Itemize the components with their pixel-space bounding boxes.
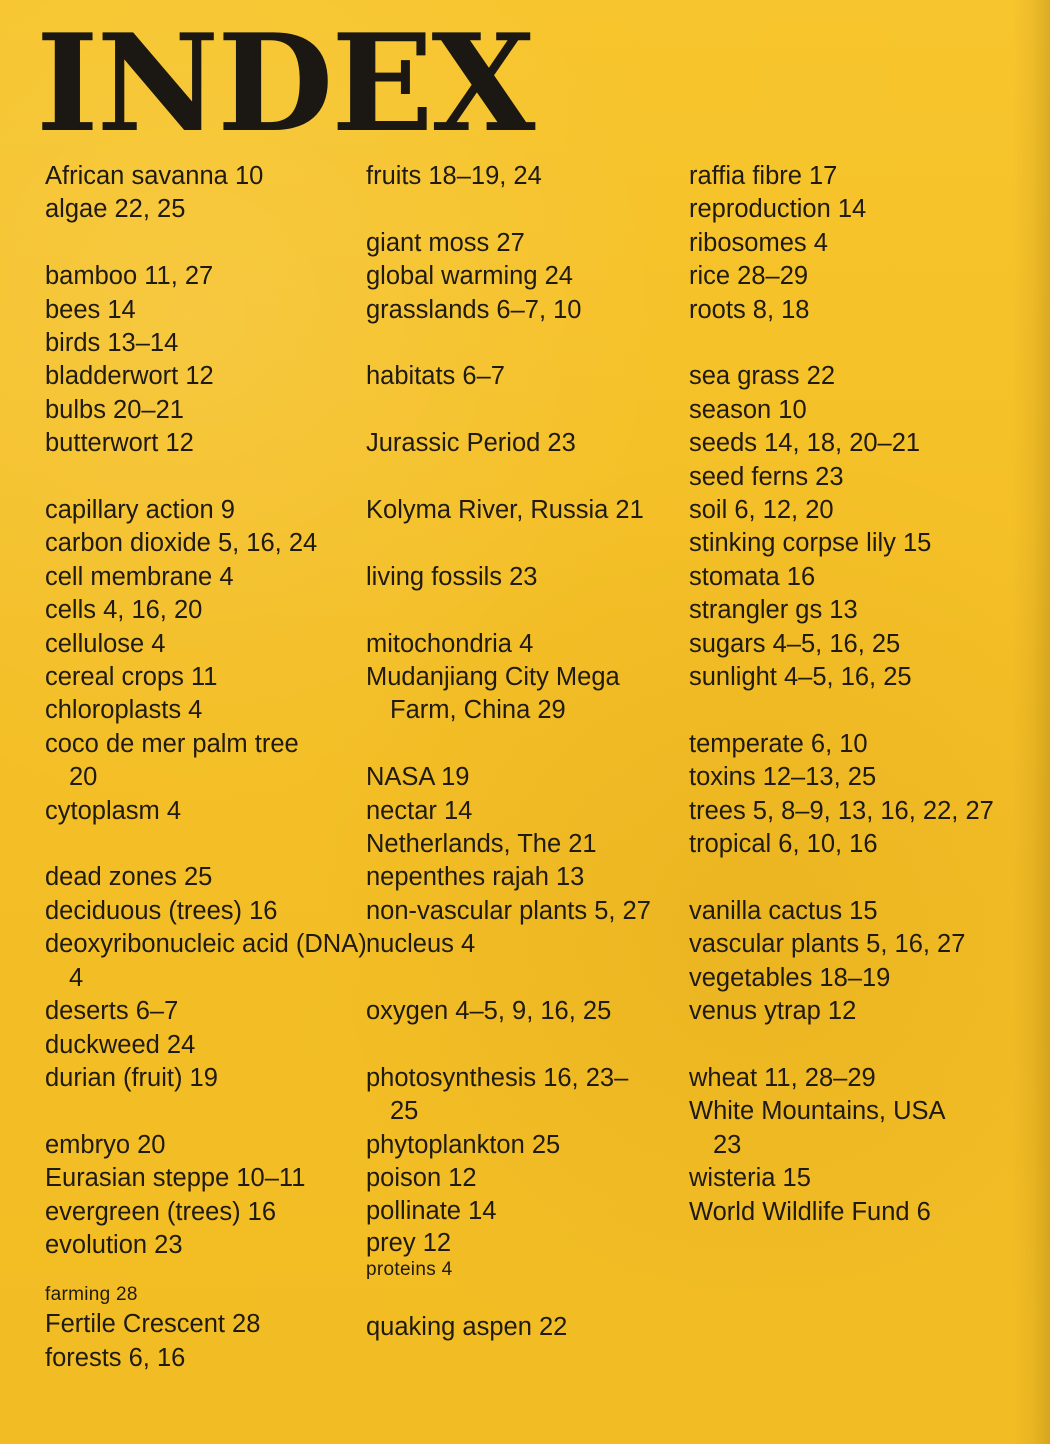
index-entry: giant moss 27	[366, 228, 525, 257]
entry-gap	[366, 1028, 696, 1061]
index-entry: vanilla cactus 15	[689, 896, 878, 925]
entry-gap	[366, 594, 696, 627]
index-column-3	[689, 160, 1029, 1229]
index-entry: carbon dioxide 5, 16, 24	[45, 529, 318, 558]
index-entry: duckweed 24	[45, 1030, 196, 1059]
index-entry: chloroplasts 4	[45, 696, 203, 725]
index-column-2	[366, 160, 696, 1344]
index-entry: coco de mer palm tree 20	[45, 729, 299, 792]
index-entry: wisteria 15	[689, 1164, 811, 1193]
index-entry: forests 6, 16	[45, 1343, 186, 1372]
index-entry: roots 8, 18	[689, 295, 810, 324]
index-entry: capillary action 9	[45, 496, 235, 525]
index-entry: farming 28	[45, 1284, 138, 1306]
page-title: INDEX	[36, 4, 534, 162]
index-entry: White Mountains, USA 23	[689, 1097, 945, 1159]
index-entry: prey 12	[366, 1228, 452, 1257]
index-entry: raffia fibre 17	[689, 162, 838, 190]
index-entry: vegetables 18–19	[689, 963, 891, 992]
index-entry: venus ytrap 12	[689, 997, 857, 1026]
entry-gap	[366, 962, 696, 995]
index-entry: season 10	[689, 395, 807, 424]
entry-gap	[45, 1262, 375, 1282]
index-entry: ribosomes 4	[689, 228, 828, 257]
index-entry: sugars 4–5, 16, 25	[689, 629, 901, 658]
entry-gap	[366, 394, 696, 427]
index-entry: nepenthes rajah 13	[366, 863, 585, 892]
index-entry: embryo 20	[45, 1130, 166, 1159]
index-entry: habitats 6–7	[366, 362, 505, 391]
entry-gap	[366, 193, 696, 226]
index-entry: bees 14	[45, 295, 136, 324]
index-entry: Netherlands, The 21	[366, 830, 597, 859]
index-entry: cytoplasm 4	[45, 796, 182, 825]
entry-gap	[366, 527, 696, 560]
index-entry: fruits 18–19, 24	[366, 162, 542, 190]
index-entry: grasslands 6–7, 10	[366, 295, 582, 324]
index-entry: bladderwort 12	[45, 362, 214, 391]
index-entry: cereal crops 11	[45, 663, 218, 692]
index-entry: seed ferns 23	[689, 462, 844, 491]
entry-gap	[366, 1283, 696, 1311]
index-entry: NASA 19	[366, 763, 470, 792]
index-entry: poison 12	[366, 1164, 477, 1193]
index-entry: Kolyma River, Russia 21	[366, 496, 644, 524]
index-entry: toxins 12–13, 25	[689, 763, 877, 792]
index-entry: African savanna 10	[45, 162, 264, 190]
entry-gap	[366, 327, 696, 360]
index-entry: World Wildlife Fund 6	[689, 1197, 931, 1226]
entry-gap	[689, 694, 1029, 727]
index-entry: evolution 23	[45, 1230, 183, 1259]
index-entry: tropical 6, 10, 16	[689, 830, 878, 859]
index-entry: living fossils 23	[366, 562, 538, 591]
index-entry: stinking corpse lily 15	[689, 529, 932, 558]
index-entry: seeds 14, 18, 20–21	[689, 429, 921, 458]
index-entry: durian (fruit) 19	[45, 1063, 218, 1092]
index-entry: nucleus 4	[366, 930, 476, 959]
index-entry: trees 5, 8–9, 13, 16, 22, 27	[689, 796, 994, 825]
index-entry: mitochondria 4	[366, 629, 534, 658]
index-entry: photosynthesis 16, 23–25	[366, 1063, 629, 1126]
index-entry: nectar 14	[366, 796, 473, 825]
entry-gap	[45, 461, 375, 494]
entry-gap	[45, 1095, 375, 1128]
index-entry: vascular plants 5, 16, 27	[689, 930, 966, 959]
index-entry: evergreen (trees) 16	[45, 1197, 277, 1226]
index-entry: bulbs 20–21	[45, 395, 184, 424]
index-entry: global warming 24	[366, 262, 573, 291]
index-entry: sea grass 22	[689, 362, 836, 391]
entry-gap	[366, 728, 696, 761]
index-entry: Mudanjiang City Mega Farm, China 29	[366, 663, 620, 725]
index-column-1	[45, 160, 375, 1375]
index-entry: birds 13–14	[45, 329, 179, 358]
index-entry: deciduous (trees) 16	[45, 896, 278, 925]
index-entry: stomata 16	[689, 562, 816, 591]
index-entry: wheat 11, 28–29	[689, 1063, 876, 1092]
index-entry: phytoplankton 25	[366, 1130, 561, 1159]
index-entry: deoxyribonucleic acid (DNA) 4	[45, 930, 367, 992]
entry-gap	[689, 862, 1029, 895]
index-entry: oxygen 4–5, 9, 16, 25	[366, 997, 612, 1026]
index-entry: butterwort 12	[45, 429, 194, 458]
index-entry: Eurasian steppe 10–11	[45, 1164, 306, 1193]
index-entry: Jurassic Period 23	[366, 429, 576, 458]
index-entry: pollinate 14	[366, 1197, 497, 1226]
index-entry: sunlight 4–5, 16, 25	[689, 663, 912, 692]
index-entry: temperate 6, 10	[689, 729, 868, 758]
index-entry: cellulose 4	[45, 629, 166, 658]
entry-gap	[689, 327, 1029, 360]
index-entry: rice 28–29	[689, 262, 809, 291]
index-entry: quaking aspen 22	[366, 1312, 568, 1341]
entry-gap	[366, 461, 696, 494]
index-entry: reproduction 14	[689, 195, 867, 224]
index-entry: non-vascular plants 5, 27	[366, 896, 651, 925]
index-entry: Fertile Crescent 28	[45, 1310, 261, 1339]
index-entry: strangler gs 13	[689, 596, 858, 625]
index-entry: cell membrane 4	[45, 562, 234, 591]
entry-gap	[689, 1029, 1029, 1062]
index-entry: proteins 4	[366, 1258, 453, 1280]
entry-gap	[45, 828, 375, 861]
index-entry: algae 22, 25	[45, 195, 186, 224]
index-entry: bamboo 11, 27	[45, 262, 214, 291]
index-entry: soil 6, 12, 20	[689, 496, 834, 525]
index-entry: dead zones 25	[45, 863, 213, 892]
entry-gap	[45, 227, 375, 260]
index-entry: deserts 6–7	[45, 997, 179, 1026]
index-entry: cells 4, 16, 20	[45, 596, 203, 625]
